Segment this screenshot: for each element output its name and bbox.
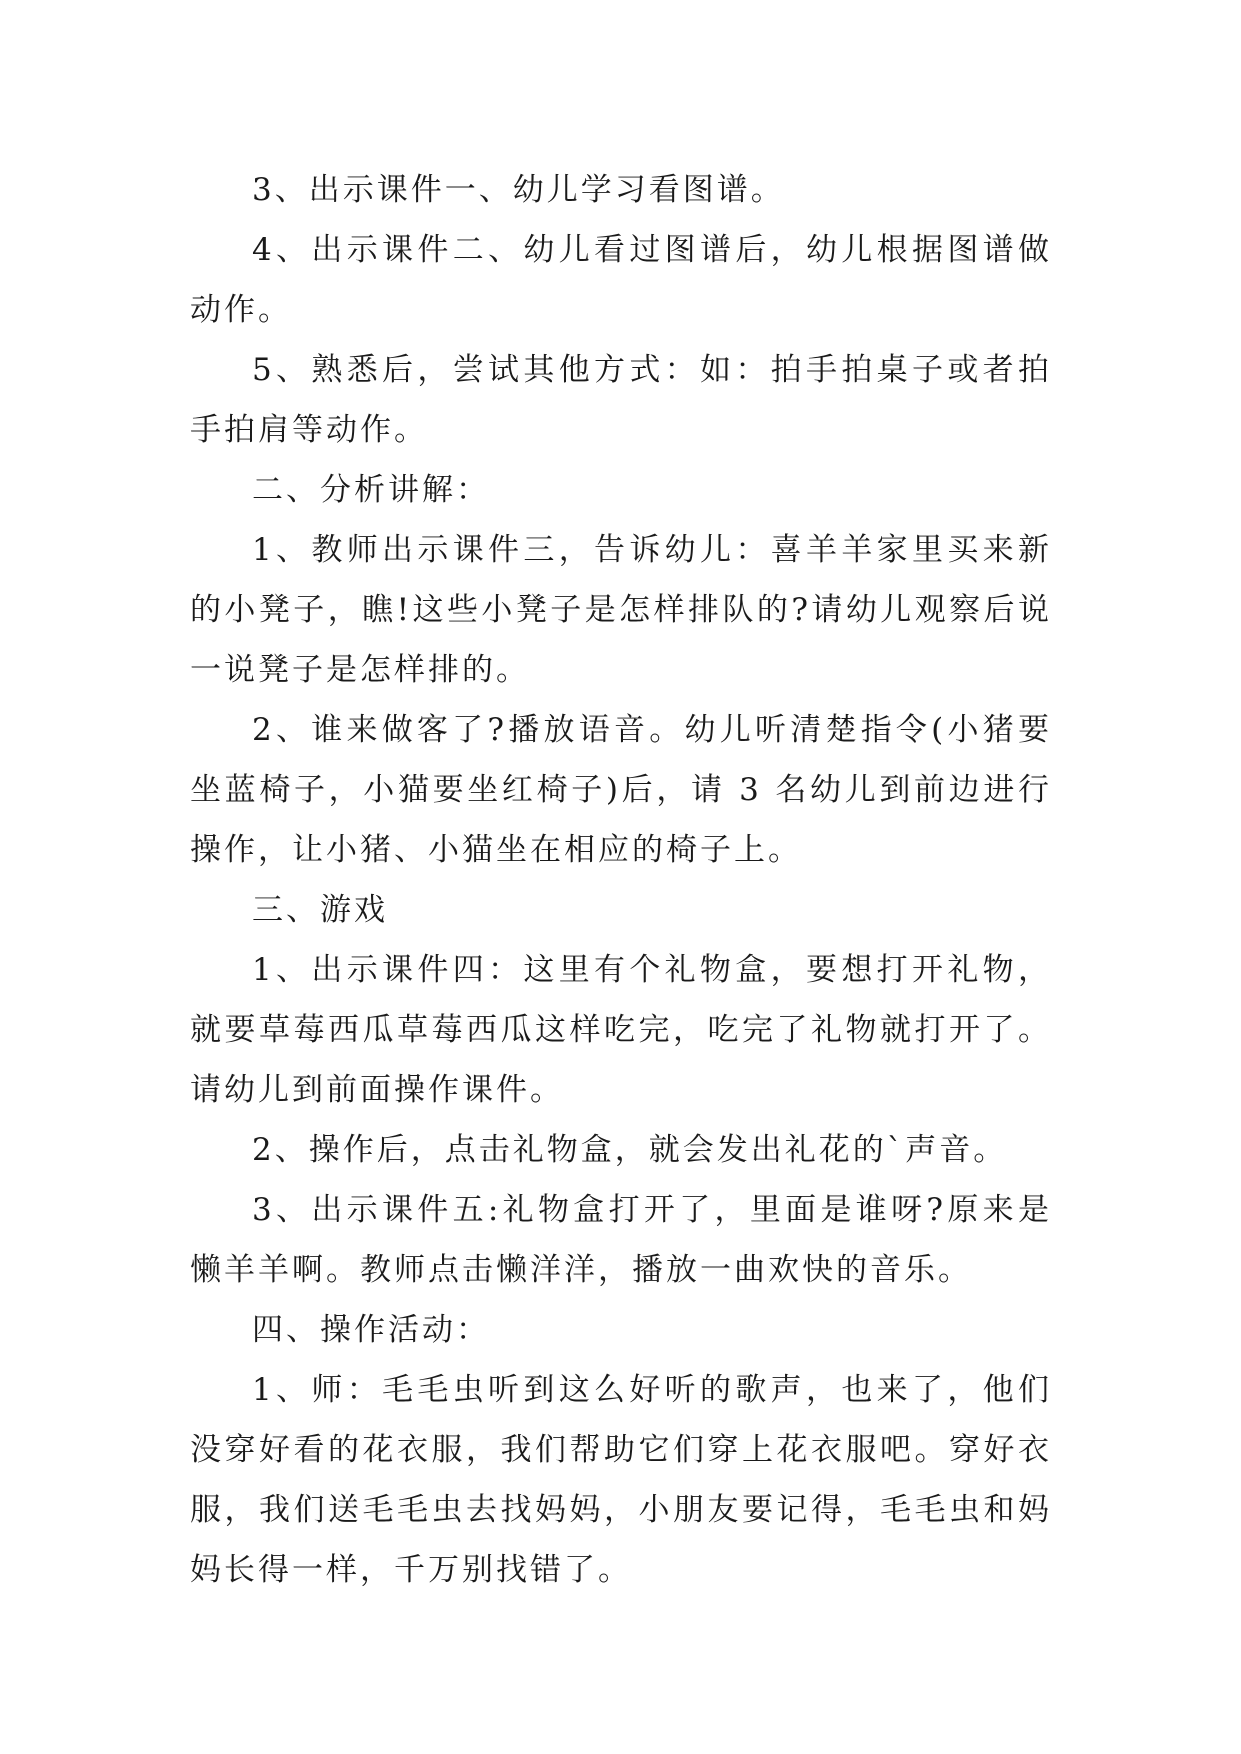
paragraph-step-5: 5、熟悉后，尝试其他方式：如：拍手拍桌子或者拍手拍肩等动作。 [190,352,1052,448]
document-body [190,160,1052,1600]
paragraph-game-1: 1、出示课件四：这里有个礼物盒，要想打开礼物，就要草莓西瓜草莓西瓜这样吃完，吃完了礼物就打开了。请幼儿到前面操作课件。 [190,952,1052,1108]
paragraph-game-3: 3、出示课件五:礼物盒打开了，里面是谁呀?原来是懒羊羊啊。教师点击懒洋洋，播放一曲欢快的音乐。 [190,1192,1052,1288]
paragraph-analysis-1: 1、教师出示课件三，告诉幼儿：喜羊羊家里买来新的小凳子，瞧!这些小凳子是怎样排队的?请幼儿观察后说一说凳子是怎样排的。 [190,532,1052,688]
paragraph-activity-1: 1、师：毛毛虫听到这么好听的歌声，也来了，他们没穿好看的花衣服，我们帮助它们穿上花衣服吧。穿好衣服，我们送毛毛虫去找妈妈，小朋友要记得，毛毛虫和妈妈长得一样，千万别找错了。 [190,1372,1052,1588]
paragraph-step-4: 4、出示课件二、幼儿看过图谱后，幼儿根据图谱做动作。 [190,232,1052,328]
paragraph-step-3: 3、出示课件一、幼儿学习看图谱。 [252,172,785,208]
section-heading-game: 三、游戏 [252,892,388,928]
paragraph-game-2: 2、操作后，点击礼物盒，就会发出礼花的`声音。 [252,1132,1008,1168]
section-heading-analysis: 二、分析讲解： [252,472,490,508]
paragraph-analysis-2: 2、谁来做客了?播放语音。幼儿听清楚指令(小猪要坐蓝椅子，小猫要坐红椅子)后，请 3 名幼儿到前边进行操作，让小猪、小猫坐在相应的椅子上。 [190,712,1052,868]
section-heading-activity: 四、操作活动： [252,1312,490,1348]
